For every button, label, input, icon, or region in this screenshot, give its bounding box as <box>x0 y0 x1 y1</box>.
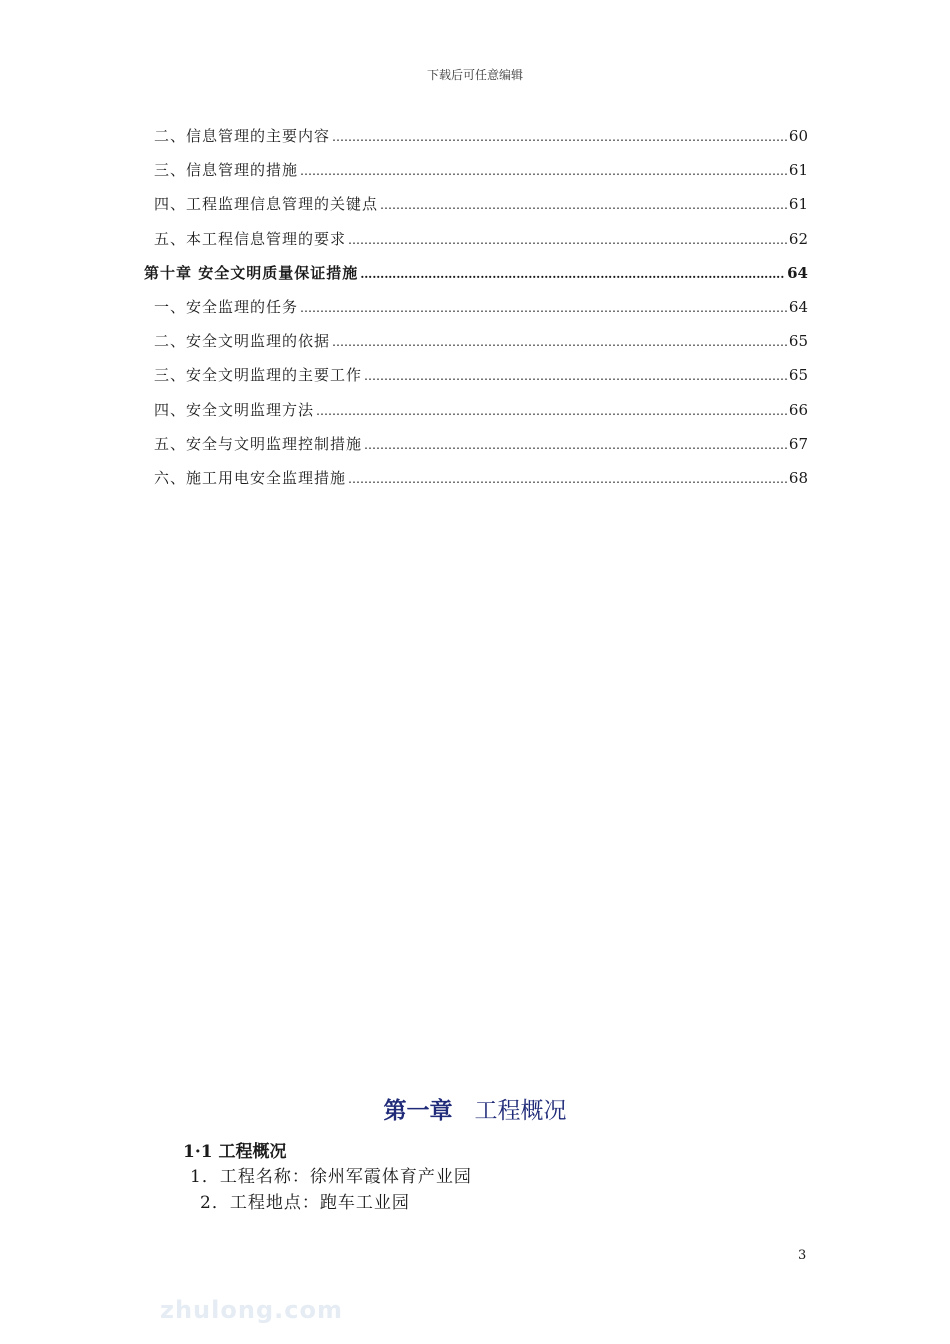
section-heading: 1·1 工程概况 <box>183 1142 287 1162</box>
toc-chapter-entry[interactable] <box>140 261 808 295</box>
chapter-number: 第一章 <box>383 1098 453 1124</box>
toc-leader-dots <box>332 125 787 149</box>
toc-entry[interactable] <box>140 158 808 192</box>
toc-entry-page: 64 <box>788 297 808 316</box>
toc-entry[interactable] <box>140 398 808 432</box>
toc-entry[interactable] <box>140 227 808 261</box>
toc-entry-label: 六、施工用电安全监理措施 <box>154 468 347 487</box>
toc-leader-dots <box>364 364 787 388</box>
toc-entry-label: 二、安全文明监理的依据 <box>154 332 331 351</box>
toc-leader-dots <box>360 262 785 286</box>
toc-entry-page: 64 <box>787 263 808 282</box>
project-location-line: 2．工程地点：跑车工业园 <box>200 1193 410 1213</box>
chapter-title: 工程概况 <box>474 1098 567 1124</box>
toc-entry-label: 三、安全文明监理的主要工作 <box>154 366 363 385</box>
toc-leader-dots <box>380 193 787 217</box>
watermark-logo: zhulong.com <box>160 1296 343 1324</box>
toc-entry-label: 五、本工程信息管理的要求 <box>154 229 347 248</box>
toc-entry[interactable] <box>140 192 808 226</box>
toc-leader-dots <box>300 159 787 183</box>
toc-leader-dots <box>348 228 787 252</box>
toc-leader-dots <box>316 399 787 423</box>
toc-entry-label: 五、安全与文明监理控制措施 <box>154 434 363 453</box>
project-name-line: 1．工程名称：徐州军霞体育产业园 <box>190 1167 472 1187</box>
toc-entry[interactable] <box>140 295 808 329</box>
toc-entry-label: 四、安全文明监理方法 <box>154 400 315 419</box>
toc-leader-dots <box>300 296 787 320</box>
toc-entry[interactable] <box>140 432 808 466</box>
toc-entry-label: 四、工程监理信息管理的关键点 <box>154 195 379 214</box>
toc-leader-dots <box>332 330 787 354</box>
toc-entry-page: 61 <box>788 161 808 180</box>
page-number: 3 <box>798 1248 807 1263</box>
table-of-contents <box>140 124 808 500</box>
toc-entry-label: 第十章 安全文明质量保证措施 <box>144 263 359 282</box>
toc-entry[interactable] <box>140 329 808 363</box>
toc-entry-page: 61 <box>788 195 808 214</box>
toc-entry-label: 一、安全监理的任务 <box>154 297 299 316</box>
toc-entry-page: 65 <box>788 366 808 385</box>
toc-entry[interactable] <box>140 124 808 158</box>
chapter-heading <box>0 1092 950 1125</box>
toc-entry-label: 三、信息管理的措施 <box>154 161 299 180</box>
toc-entry-page: 65 <box>788 332 808 351</box>
toc-entry-page: 62 <box>788 229 808 248</box>
toc-leader-dots <box>348 467 787 491</box>
toc-leader-dots <box>364 433 787 457</box>
page-header: 下载后可任意编辑 <box>426 68 523 82</box>
toc-entry-label: 二、信息管理的主要内容 <box>154 127 331 145</box>
toc-entry[interactable] <box>140 466 808 500</box>
toc-entry-page: 68 <box>788 468 808 487</box>
toc-entry[interactable] <box>140 363 808 397</box>
toc-entry-page: 67 <box>788 434 808 453</box>
toc-entry-page: 60 <box>788 127 808 145</box>
toc-entry-page: 66 <box>788 400 808 419</box>
